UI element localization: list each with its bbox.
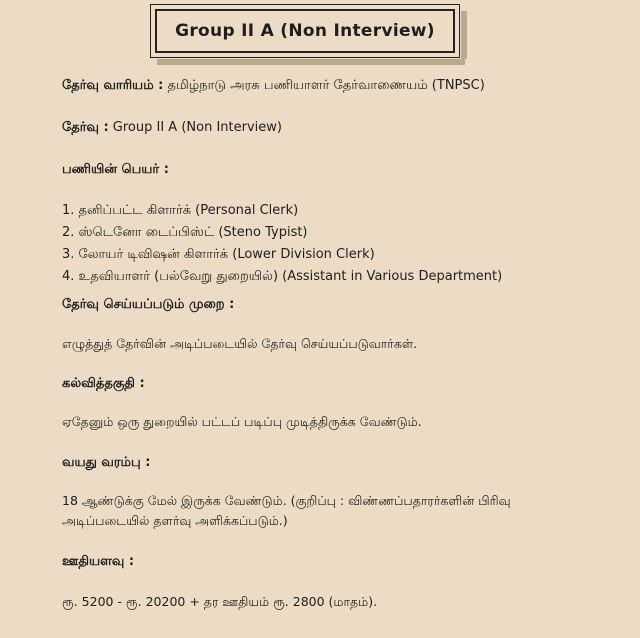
qualification-heading: கல்வித்தகுதி : [62, 376, 145, 391]
qualification-text: ஏதேனும் ஒரு துறையில் பட்டப் படிப்பு முடித்திருக்க வேண்டும். [62, 414, 422, 429]
title-box [150, 4, 460, 58]
salary-text: ரூ. 5200 - ரூ. 20200 + தர ஊதியம் ரூ. 2800 (மாதம்). [62, 594, 378, 609]
posts-heading: பணியின் பெயர் : [62, 162, 169, 177]
list-item: 1. தனிப்பட்ட கிளார்க் (Personal Clerk) [62, 203, 299, 218]
list-item: 4. உதவியாளர் (பல்வேறு துறையில்) (Assistant in Various Department) [62, 269, 503, 284]
age-limit-heading: வயது வரம்பு : [62, 455, 151, 470]
title-frame [155, 9, 455, 53]
exam-label: தேர்வு : [62, 120, 109, 135]
list-item: 2. ஸ்டெனோ டைப்பிஸ்ட் (Steno Typist) [62, 225, 308, 240]
selection-heading: தேர்வு செய்யப்படும் முறை : [62, 297, 235, 312]
page-title: Group II A (Non Interview) [175, 21, 435, 41]
exam-board-row [62, 78, 485, 94]
exam-board-value: தமிழ்நாடு அரசு பணியாளர் தேர்வாணையம் (TNPSC) [167, 78, 485, 93]
posts-list [62, 200, 502, 288]
salary-heading: ஊதியளவு : [62, 554, 135, 569]
exam-board-label: தேர்வு வாரியம் : [62, 78, 164, 93]
age-limit-text: 18 ஆண்டுக்கு மேல் இருக்க வேண்டும். (குறிப்பு : விண்ணப்பதாரர்களின் பிரிவு அடிப்படையில் தளர்வு அளிக்கப்படும்.) [62, 493, 511, 528]
selection-text: எழுத்துத் தேர்வின் அடிப்படையில் தேர்வு செய்யப்படுவார்கள். [62, 336, 418, 351]
list-item: 3. லோயர் டிவிஷன் கிளார்க் (Lower Division Clerk) [62, 247, 375, 262]
exam-row [62, 120, 282, 136]
exam-value: Group II A (Non Interview) [112, 120, 282, 135]
